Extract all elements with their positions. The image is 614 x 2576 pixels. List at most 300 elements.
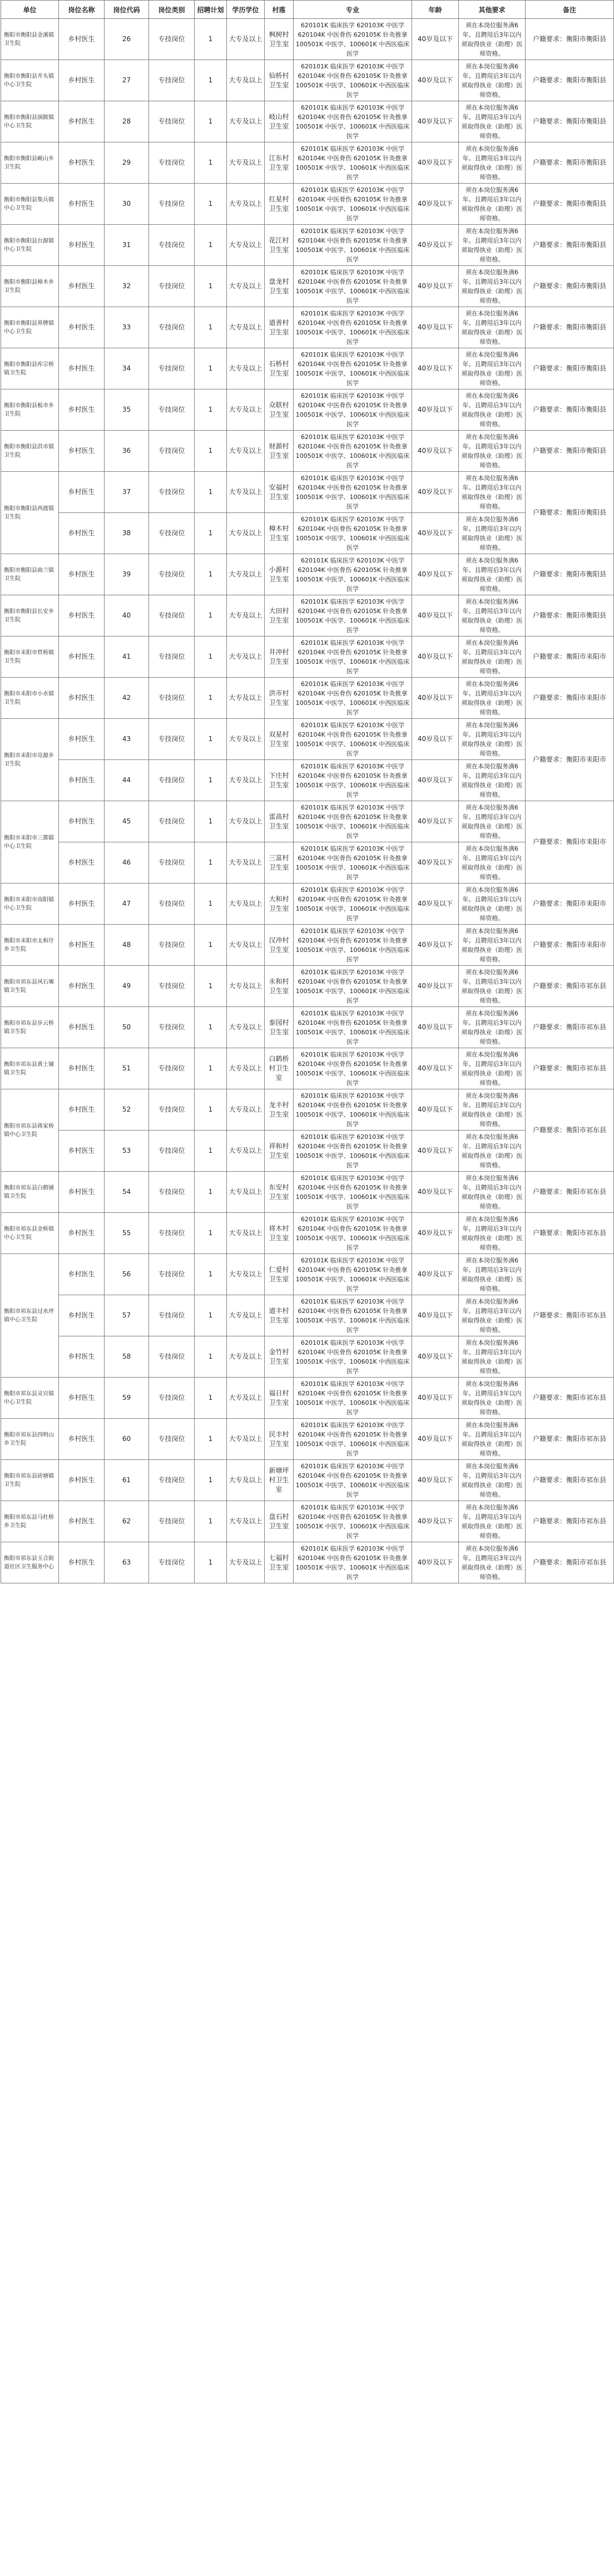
village-cell: 雷高村卫生室 [265,801,294,842]
major-cell: 620101K 临床医学 620103K 中医学 620104K 中医骨伤 620105K 针灸推拿 100501K 中医学、100601K 中西医临床医学 [294,636,412,678]
position-name-cell: 乡村医生 [59,1213,105,1254]
education-cell: 大专及以上 [227,307,265,348]
table-row [1,801,614,842]
position-category-cell: 专技岗位 [149,1419,195,1460]
unit-cell: 衡阳市祁东县步云桥镇卫生院 [1,1007,59,1048]
age-cell: 40岁及以下 [412,19,459,60]
major-cell: 620101K 临床医学 620103K 中医学 620104K 中医骨伤 620105K 针灸推拿 100501K 中医学、100601K 中西医临床医学 [294,1419,412,1460]
table-row [1,1007,614,1048]
position-category-cell: 专技岗位 [149,307,195,348]
position-code-cell: 43 [105,719,149,760]
unit-cell: 衡阳市祁东县玉合街道社区卫生服务中心 [1,1542,59,1583]
position-category-cell: 专技岗位 [149,1378,195,1419]
education-cell: 大专及以上 [227,801,265,842]
notes-cell: 户籍要求：衡阳市耒阳市 [526,678,614,719]
unit-cell: 衡阳市耒阳市三都镇中心卫生院 [1,801,59,884]
village-cell: 祥和村卫生室 [265,1131,294,1172]
plan-cell: 1 [195,513,227,554]
position-code-cell: 28 [105,101,149,142]
table-row [1,1254,614,1295]
other-requirements-cell: 须在本岗位服务满6年。且聘用后3年以内须取得执业（助理）医师资格。 [459,184,526,225]
major-cell: 620101K 临床医学 620103K 中医学 620104K 中医骨伤 620105K 针灸推拿 100501K 中医学、100601K 中西医临床医学 [294,966,412,1007]
other-requirements-cell: 须在本岗位服务满6年。且聘用后3年以内须取得执业（助理）医师资格。 [459,1378,526,1419]
table-row [1,1213,614,1254]
age-cell: 40岁及以下 [412,760,459,801]
position-category-cell: 专技岗位 [149,266,195,307]
position-name-cell: 乡村医生 [59,842,105,884]
notes-cell: 户籍要求：衡阳市祁东县 [526,1254,614,1378]
position-name-cell: 乡村医生 [59,101,105,142]
notes-cell: 户籍要求：衡阳市衡阳县 [526,225,614,266]
education-cell: 大专及以上 [227,348,265,389]
unit-cell: 衡阳市衡阳县金溪镇卫生院 [1,19,59,60]
major-cell: 620101K 临床医学 620103K 中医学 620104K 中医骨伤 620105K 针灸推拿 100501K 中医学、100601K 中西医临床医学 [294,719,412,760]
position-code-cell: 38 [105,513,149,554]
other-requirements-cell: 须在本岗位服务满6年。且聘用后3年以内须取得执业（助理）医师资格。 [459,513,526,554]
position-category-cell: 专技岗位 [149,1131,195,1172]
notes-cell: 户籍要求：衡阳市祁东县 [526,1501,614,1542]
village-cell: 七福村卫生室 [265,1542,294,1583]
position-category-cell: 专技岗位 [149,389,195,431]
other-requirements-cell: 须在本岗位服务满6年。且聘用后3年以内须取得执业（助理）医师资格。 [459,842,526,884]
village-cell: 永和村卫生室 [265,966,294,1007]
table-row [1,1460,614,1501]
age-cell: 40岁及以下 [412,1419,459,1460]
table-row [1,1131,614,1172]
unit-cell: 衡阳市衡阳县集兵镇中心卫生院 [1,184,59,225]
notes-cell: 户籍要求：衡阳市祁东县 [526,966,614,1007]
education-cell: 大专及以上 [227,1501,265,1542]
notes-cell: 户籍要求：衡阳市衡阳县 [526,595,614,636]
unit-cell: 衡阳市耒阳市哲桥镇卫生院 [1,636,59,678]
education-cell: 大专及以上 [227,1254,265,1295]
position-name-cell: 乡村医生 [59,719,105,760]
header-other-requirements: 其他要求 [459,1,526,19]
other-requirements-cell: 须在本岗位服务满6年。且聘用后3年以内须取得执业（助理）医师资格。 [459,1254,526,1295]
position-category-cell: 专技岗位 [149,760,195,801]
recruitment-table [1,0,614,1583]
table-row [1,1378,614,1419]
unit-cell: 衡阳市衡阳县界牌镇中心卫生院 [1,307,59,348]
notes-cell: 户籍要求：衡阳市祁东县 [526,1542,614,1583]
plan-cell: 1 [195,1378,227,1419]
position-name-cell: 乡村医生 [59,389,105,431]
other-requirements-cell: 须在本岗位服务满6年。且聘用后3年以内须取得执业（助理）医师资格。 [459,1089,526,1131]
unit-cell: 衡阳市衡阳县库宗桥镇卫生院 [1,348,59,389]
village-cell: 洪市村卫生室 [265,678,294,719]
position-name-cell: 乡村医生 [59,1131,105,1172]
position-category-cell: 专技岗位 [149,225,195,266]
age-cell: 40岁及以下 [412,678,459,719]
education-cell: 大专及以上 [227,1295,265,1336]
position-name-cell: 乡村医生 [59,1378,105,1419]
plan-cell: 1 [195,225,227,266]
position-name-cell: 乡村医生 [59,1254,105,1295]
education-cell: 大专及以上 [227,884,265,925]
major-cell: 620101K 临床医学 620103K 中医学 620104K 中医骨伤 620105K 针灸推拿 100501K 中医学、100601K 中西医临床医学 [294,1089,412,1131]
age-cell: 40岁及以下 [412,1336,459,1378]
plan-cell: 1 [195,1213,227,1254]
village-cell: 盘石村卫生室 [265,1501,294,1542]
other-requirements-cell: 须在本岗位服务满6年。且聘用后3年以内须取得执业（助理）医师资格。 [459,719,526,760]
plan-cell: 1 [195,472,227,513]
unit-cell: 衡阳市祁东县风石堰镇卫生院 [1,966,59,1007]
unit-cell: 衡阳市祁东县过水坪镇中心卫生院 [1,1254,59,1378]
position-code-cell: 58 [105,1336,149,1378]
plan-cell: 1 [195,1542,227,1583]
notes-cell: 户籍要求：衡阳市祁东县 [526,1007,614,1048]
age-cell: 40岁及以下 [412,101,459,142]
major-cell: 620101K 临床医学 620103K 中医学 620104K 中医骨伤 620105K 针灸推拿 100501K 中医学、100601K 中西医临床医学 [294,225,412,266]
table-row [1,842,614,884]
village-cell: 福日村卫生室 [265,1378,294,1419]
position-code-cell: 33 [105,307,149,348]
notes-cell: 户籍要求：衡阳市祁东县 [526,1213,614,1254]
major-cell: 620101K 临床医学 620103K 中医学 620104K 中医骨伤 620105K 针灸推拿 100501K 中医学、100601K 中西医临床医学 [294,1213,412,1254]
header-row [1,1,614,19]
education-cell: 大专及以上 [227,266,265,307]
major-cell: 620101K 临床医学 620103K 中医学 620104K 中医骨伤 620105K 针灸推拿 100501K 中医学、100601K 中西医临床医学 [294,101,412,142]
other-requirements-cell: 须在本岗位服务满6年。且聘用后3年以内须取得执业（助理）医师资格。 [459,1336,526,1378]
education-cell: 大专及以上 [227,1460,265,1501]
other-requirements-cell: 须在本岗位服务满6年。且聘用后3年以内须取得执业（助理）医师资格。 [459,760,526,801]
table-row [1,266,614,307]
table-row [1,184,614,225]
unit-cell: 衡阳市衡阳县长安乡卫生院 [1,595,59,636]
table-row [1,513,614,554]
plan-cell: 1 [195,595,227,636]
position-category-cell: 专技岗位 [149,348,195,389]
other-requirements-cell: 须在本岗位服务满6年。且聘用后3年以内须取得执业（助理）医师资格。 [459,1048,526,1089]
position-category-cell: 专技岗位 [149,595,195,636]
header-major: 专业 [294,1,412,19]
other-requirements-cell: 须在本岗位服务满6年。且聘用后3年以内须取得执业（助理）医师资格。 [459,1501,526,1542]
age-cell: 40岁及以下 [412,307,459,348]
village-cell: 白鹤桥村卫生室 [265,1048,294,1089]
other-requirements-cell: 须在本岗位服务满6年。且聘用后3年以内须取得执业（助理）医师资格。 [459,884,526,925]
notes-cell: 户籍要求：衡阳市衡阳县 [526,348,614,389]
position-name-cell: 乡村医生 [59,472,105,513]
position-code-cell: 61 [105,1460,149,1501]
table-row [1,760,614,801]
position-code-cell: 51 [105,1048,149,1089]
unit-cell: 衡阳市祁东县灵官镇中心卫生院 [1,1378,59,1419]
table-row [1,884,614,925]
notes-cell: 户籍要求：衡阳市衡阳县 [526,389,614,431]
education-cell: 大专及以上 [227,678,265,719]
position-name-cell: 乡村医生 [59,142,105,184]
other-requirements-cell: 须在本岗位服务满6年。且聘用后3年以内须取得执业（助理）医师资格。 [459,348,526,389]
village-cell: 大田村卫生室 [265,595,294,636]
major-cell: 620101K 临床医学 620103K 中医学 620104K 中医骨伤 620105K 针灸推拿 100501K 中医学、100601K 中西医临床医学 [294,1131,412,1172]
unit-cell: 衡阳市衡阳县曲兰镇卫生院 [1,554,59,595]
position-category-cell: 专技岗位 [149,636,195,678]
position-code-cell: 44 [105,760,149,801]
village-cell: 石桥村卫生室 [265,348,294,389]
header-village: 村落 [265,1,294,19]
education-cell: 大专及以上 [227,554,265,595]
village-cell: 道善村卫生室 [265,307,294,348]
major-cell: 620101K 临床医学 620103K 中医学 620104K 中医骨伤 620105K 针灸推拿 100501K 中医学、100601K 中西医临床医学 [294,513,412,554]
education-cell: 大专及以上 [227,1378,265,1419]
village-cell: 财源村卫生室 [265,431,294,472]
plan-cell: 1 [195,760,227,801]
education-cell: 大专及以上 [227,225,265,266]
notes-cell: 户籍要求：衡阳市衡阳县 [526,472,614,554]
position-code-cell: 52 [105,1089,149,1131]
position-name-cell: 乡村医生 [59,966,105,1007]
other-requirements-cell: 须在本岗位服务满6年。且聘用后3年以内须取得执业（助理）医师资格。 [459,225,526,266]
position-name-cell: 乡村医生 [59,1048,105,1089]
notes-cell: 户籍要求：衡阳市耒阳市 [526,925,614,966]
position-name-cell: 乡村医生 [59,554,105,595]
table-row [1,719,614,760]
position-code-cell: 47 [105,884,149,925]
age-cell: 40岁及以下 [412,1131,459,1172]
major-cell: 620101K 临床医学 620103K 中医学 620104K 中医骨伤 620105K 针灸推拿 100501K 中医学、100601K 中西医临床医学 [294,266,412,307]
notes-cell: 户籍要求：衡阳市祁东县 [526,1378,614,1419]
notes-cell: 户籍要求：衡阳市衡阳县 [526,307,614,348]
position-name-cell: 乡村医生 [59,348,105,389]
education-cell: 大专及以上 [227,60,265,101]
notes-cell: 户籍要求：衡阳市衡阳县 [526,266,614,307]
plan-cell: 1 [195,266,227,307]
table-row [1,966,614,1007]
position-category-cell: 专技岗位 [149,19,195,60]
position-code-cell: 29 [105,142,149,184]
village-cell: 大和村卫生室 [265,884,294,925]
unit-cell: 衡阳市耒阳市太和圩乡卫生院 [1,925,59,966]
position-category-cell: 专技岗位 [149,142,195,184]
position-name-cell: 乡村医生 [59,184,105,225]
position-name-cell: 乡村医生 [59,801,105,842]
age-cell: 40岁及以下 [412,1172,459,1213]
education-cell: 大专及以上 [227,513,265,554]
position-category-cell: 专技岗位 [149,1172,195,1213]
major-cell: 620101K 临床医学 620103K 中医学 620104K 中医骨伤 620105K 针灸推拿 100501K 中医学、100601K 中西医临床医学 [294,1295,412,1336]
position-category-cell: 专技岗位 [149,554,195,595]
village-cell: 龙丰村卫生室 [265,1089,294,1131]
table-row [1,225,614,266]
major-cell: 620101K 临床医学 620103K 中医学 620104K 中医骨伤 620105K 针灸推拿 100501K 中医学、100601K 中西医临床医学 [294,1542,412,1583]
age-cell: 40岁及以下 [412,1460,459,1501]
plan-cell: 1 [195,884,227,925]
plan-cell: 1 [195,554,227,595]
plan-cell: 1 [195,1131,227,1172]
position-category-cell: 专技岗位 [149,1460,195,1501]
unit-cell: 衡阳市祁东县黄土铺镇卫生院 [1,1048,59,1089]
position-category-cell: 专技岗位 [149,719,195,760]
position-code-cell: 48 [105,925,149,966]
other-requirements-cell: 须在本岗位服务满6年。且聘用后3年以内须取得执业（助理）医师资格。 [459,19,526,60]
plan-cell: 1 [195,1007,227,1048]
position-code-cell: 56 [105,1254,149,1295]
education-cell: 大专及以上 [227,1213,265,1254]
age-cell: 40岁及以下 [412,554,459,595]
notes-cell: 户籍要求：衡阳市祁东县 [526,1172,614,1213]
major-cell: 620101K 临床医学 620103K 中医学 620104K 中医骨伤 620105K 针灸推拿 100501K 中医学、100601K 中西医临床医学 [294,801,412,842]
position-name-cell: 乡村医生 [59,307,105,348]
position-code-cell: 27 [105,60,149,101]
village-cell: 江东村卫生室 [265,142,294,184]
table-row [1,1048,614,1089]
age-cell: 40岁及以下 [412,1501,459,1542]
position-category-cell: 专技岗位 [149,1213,195,1254]
major-cell: 620101K 临床医学 620103K 中医学 620104K 中医骨伤 620105K 针灸推拿 100501K 中医学、100601K 中西医临床医学 [294,389,412,431]
plan-cell: 1 [195,348,227,389]
other-requirements-cell: 须在本岗位服务满6年。且聘用后3年以内须取得执业（助理）医师资格。 [459,801,526,842]
position-category-cell: 专技岗位 [149,1295,195,1336]
age-cell: 40岁及以下 [412,1007,459,1048]
unit-cell: 衡阳市衡阳县岘山乡卫生院 [1,142,59,184]
age-cell: 40岁及以下 [412,1254,459,1295]
header-position-name: 岗位名称 [59,1,105,19]
major-cell: 620101K 临床医学 620103K 中医学 620104K 中医骨伤 620105K 针灸推拿 100501K 中医学、100601K 中西医临床医学 [294,431,412,472]
major-cell: 620101K 临床医学 620103K 中医学 620104K 中医骨伤 620105K 针灸推拿 100501K 中医学、100601K 中西医临床医学 [294,60,412,101]
plan-cell: 1 [195,966,227,1007]
position-code-cell: 59 [105,1378,149,1419]
position-name-cell: 乡村医生 [59,925,105,966]
plan-cell: 1 [195,19,227,60]
age-cell: 40岁及以下 [412,389,459,431]
education-cell: 大专及以上 [227,19,265,60]
plan-cell: 1 [195,1295,227,1336]
unit-cell: 衡阳市祁东县砖塘镇卫生院 [1,1460,59,1501]
table-row [1,1419,614,1460]
notes-cell: 户籍要求：衡阳市耒阳市 [526,801,614,884]
position-code-cell: 57 [105,1295,149,1336]
education-cell: 大专及以上 [227,1172,265,1213]
position-code-cell: 62 [105,1501,149,1542]
other-requirements-cell: 须在本岗位服务满6年。且聘用后3年以内须取得执业（助理）医师资格。 [459,1007,526,1048]
major-cell: 620101K 临床医学 620103K 中医学 620104K 中医骨伤 620105K 针灸推拿 100501K 中医学、100601K 中西医临床医学 [294,554,412,595]
age-cell: 40岁及以下 [412,966,459,1007]
village-cell: 新塘坪村卫生室 [265,1460,294,1501]
position-category-cell: 专技岗位 [149,966,195,1007]
unit-cell: 衡阳市衡阳县井头镇中心卫生院 [1,60,59,101]
position-code-cell: 34 [105,348,149,389]
education-cell: 大专及以上 [227,760,265,801]
other-requirements-cell: 须在本岗位服务满6年。且聘用后3年以内须取得执业（助理）医师资格。 [459,925,526,966]
table-row [1,142,614,184]
education-cell: 大专及以上 [227,431,265,472]
other-requirements-cell: 须在本岗位服务满6年。且聘用后3年以内须取得执业（助理）医师资格。 [459,595,526,636]
major-cell: 620101K 临床医学 620103K 中医学 620104K 中医骨伤 620105K 针灸推拿 100501K 中医学、100601K 中西医临床医学 [294,1378,412,1419]
education-cell: 大专及以上 [227,472,265,513]
position-code-cell: 50 [105,1007,149,1048]
table-row [1,1336,614,1378]
other-requirements-cell: 须在本岗位服务满6年。且聘用后3年以内须取得执业（助理）医师资格。 [459,1295,526,1336]
header-notes: 备注 [526,1,614,19]
plan-cell: 1 [195,678,227,719]
plan-cell: 1 [195,142,227,184]
other-requirements-cell: 须在本岗位服务满6年。且聘用后3年以内须取得执业（助理）医师资格。 [459,1131,526,1172]
village-cell: 将木村卫生室 [265,1213,294,1254]
position-category-cell: 专技岗位 [149,1501,195,1542]
age-cell: 40岁及以下 [412,142,459,184]
other-requirements-cell: 须在本岗位服务满6年。且聘用后3年以内须取得执业（助理）医师资格。 [459,1460,526,1501]
unit-cell: 衡阳市耒阳市小水镇卫生院 [1,678,59,719]
major-cell: 620101K 临床医学 620103K 中医学 620104K 中医骨伤 620105K 针灸推拿 100501K 中医学、100601K 中西医临床医学 [294,1460,412,1501]
plan-cell: 1 [195,1336,227,1378]
education-cell: 大专及以上 [227,1131,265,1172]
table-row [1,1295,614,1336]
village-cell: 岐山村卫生室 [265,101,294,142]
age-cell: 40岁及以下 [412,1295,459,1336]
position-code-cell: 36 [105,431,149,472]
major-cell: 620101K 临床医学 620103K 中医学 620104K 中医骨伤 620105K 针灸推拿 100501K 中医学、100601K 中西医临床医学 [294,307,412,348]
age-cell: 40岁及以下 [412,472,459,513]
education-cell: 大专及以上 [227,636,265,678]
position-code-cell: 42 [105,678,149,719]
plan-cell: 1 [195,1089,227,1131]
table-body [1,19,614,1583]
table-row [1,678,614,719]
age-cell: 40岁及以下 [412,884,459,925]
other-requirements-cell: 须在本岗位服务满6年。且聘用后3年以内须取得执业（助理）医师资格。 [459,266,526,307]
notes-cell: 户籍要求：衡阳市衡阳县 [526,60,614,101]
position-name-cell: 乡村医生 [59,225,105,266]
plan-cell: 1 [195,1460,227,1501]
other-requirements-cell: 须在本岗位服务满6年。且聘用后3年以内须取得执业（助理）医师资格。 [459,389,526,431]
position-category-cell: 专技岗位 [149,1048,195,1089]
education-cell: 大专及以上 [227,925,265,966]
age-cell: 40岁及以下 [412,842,459,884]
table-row [1,1501,614,1542]
position-name-cell: 乡村医生 [59,431,105,472]
notes-cell: 户籍要求：衡阳市祁东县 [526,1048,614,1089]
position-category-cell: 专技岗位 [149,801,195,842]
unit-cell: 衡阳市祁东县四明山乡卫生院 [1,1419,59,1460]
other-requirements-cell: 须在本岗位服务满6年。且聘用后3年以内须取得执业（助理）医师资格。 [459,307,526,348]
plan-cell: 1 [195,101,227,142]
unit-cell: 衡阳市祁东县白鹤铺镇卫生院 [1,1172,59,1213]
position-code-cell: 40 [105,595,149,636]
unit-cell: 衡阳市祁东县金桥镇中心卫生院 [1,1213,59,1254]
village-cell: 汉冲村卫生室 [265,925,294,966]
major-cell: 620101K 临床医学 620103K 中医学 620104K 中医骨伤 620105K 针灸推拿 100501K 中医学、100601K 中西医临床医学 [294,1007,412,1048]
header-education: 学历学位 [227,1,265,19]
major-cell: 620101K 临床医学 620103K 中医学 620104K 中医骨伤 620105K 针灸推拿 100501K 中医学、100601K 中西医临床医学 [294,884,412,925]
other-requirements-cell: 须在本岗位服务满6年。且聘用后3年以内须取得执业（助理）医师资格。 [459,636,526,678]
table-row [1,595,614,636]
position-code-cell: 31 [105,225,149,266]
header-position-code: 岗位代码 [105,1,149,19]
position-code-cell: 46 [105,842,149,884]
notes-cell: 户籍要求：衡阳市衡阳县 [526,142,614,184]
header-plan: 招聘计划 [195,1,227,19]
position-name-cell: 乡村医生 [59,636,105,678]
position-code-cell: 32 [105,266,149,307]
major-cell: 620101K 临床医学 620103K 中医学 620104K 中医骨伤 620105K 针灸推拿 100501K 中医学、100601K 中西医临床医学 [294,1172,412,1213]
notes-cell: 户籍要求：衡阳市耒阳市 [526,884,614,925]
plan-cell: 1 [195,389,227,431]
position-code-cell: 39 [105,554,149,595]
header-age: 年龄 [412,1,459,19]
age-cell: 40岁及以下 [412,595,459,636]
major-cell: 620101K 临床医学 620103K 中医学 620104K 中医骨伤 620105K 针灸推拿 100501K 中医学、100601K 中西医临床医学 [294,1336,412,1378]
position-category-cell: 专技岗位 [149,184,195,225]
age-cell: 40岁及以下 [412,1213,459,1254]
plan-cell: 1 [195,1419,227,1460]
position-category-cell: 专技岗位 [149,472,195,513]
notes-cell: 户籍要求：衡阳市祁东县 [526,1460,614,1501]
unit-cell: 衡阳市耒阳市南阳镇中心卫生院 [1,884,59,925]
education-cell: 大专及以上 [227,1007,265,1048]
village-cell: 众联村卫生室 [265,389,294,431]
major-cell: 620101K 临床医学 620103K 中医学 620104K 中医骨伤 620105K 针灸推拿 100501K 中医学、100601K 中西医临床医学 [294,760,412,801]
education-cell: 大专及以上 [227,1336,265,1378]
